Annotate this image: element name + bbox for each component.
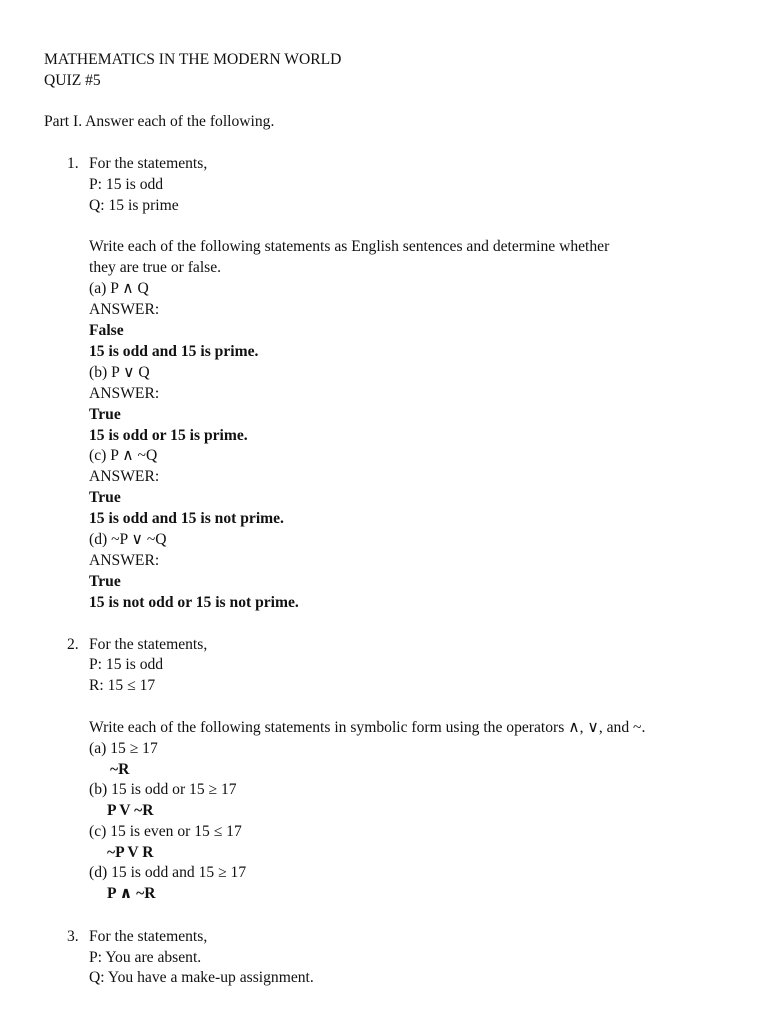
item-c-label: (c) 15 is even or 15 ≤ 17 [89, 823, 242, 840]
statement-q: Q: 15 is prime [89, 197, 179, 214]
answer-truth-value: False [89, 322, 124, 339]
answer-truth-value: True [89, 406, 121, 423]
statement-p: P: 15 is odd [89, 656, 164, 673]
question-intro: For the statements, [89, 636, 208, 653]
symbolic-answer: P ∧ ~R [107, 885, 156, 902]
question-number: 3. [67, 928, 79, 945]
statement-p: P: You are absent. [89, 949, 202, 966]
answer-label: ANSWER: [89, 468, 160, 485]
answer-label: ANSWER: [89, 385, 160, 402]
question-prompt: Write each of the following statements in symbolic form using the operators ∧, ∨, and ~. [89, 719, 646, 736]
answer-truth-value: True [89, 489, 121, 506]
question-number: 1. [67, 155, 79, 172]
answer-sentence: 15 is not odd or 15 is not prime. [89, 594, 299, 611]
question-number: 2. [67, 636, 79, 653]
question-intro: For the statements, [89, 928, 208, 945]
item-b-label: (b) P ∨ Q [89, 364, 150, 381]
symbolic-answer: ~P V R [107, 844, 154, 861]
answer-sentence: 15 is odd and 15 is not prime. [89, 510, 284, 527]
item-a-label: (a) P ∧ Q [89, 280, 149, 297]
document-title: MATHEMATICS IN THE MODERN WORLD [44, 51, 342, 68]
answer-label: ANSWER: [89, 552, 160, 569]
statement-q: Q: You have a make-up assignment. [89, 969, 314, 986]
answer-truth-value: True [89, 573, 121, 590]
answer-sentence: 15 is odd and 15 is prime. [89, 343, 259, 360]
statement-p: P: 15 is odd [89, 176, 164, 193]
quiz-label: QUIZ #5 [44, 72, 101, 89]
question-intro: For the statements, [89, 155, 208, 172]
item-d-label: (d) ~P ∨ ~Q [89, 531, 167, 548]
part-instruction: Part I. Answer each of the following. [44, 113, 275, 130]
question-prompt: Write each of the following statements as English sentences and determine whether [89, 238, 610, 255]
answer-label: ANSWER: [89, 301, 160, 318]
item-b-label: (b) 15 is odd or 15 ≥ 17 [89, 781, 237, 798]
statement-r: R: 15 ≤ 17 [89, 677, 156, 694]
symbolic-answer: ~R [110, 761, 130, 778]
symbolic-answer: P V ~R [107, 802, 154, 819]
item-c-label: (c) P ∧ ~Q [89, 447, 158, 464]
item-d-label: (d) 15 is odd and 15 ≥ 17 [89, 864, 247, 881]
answer-sentence: 15 is odd or 15 is prime. [89, 427, 248, 444]
question-prompt-continued: they are true or false. [89, 259, 222, 276]
item-a-label: (a) 15 ≥ 17 [89, 740, 158, 757]
